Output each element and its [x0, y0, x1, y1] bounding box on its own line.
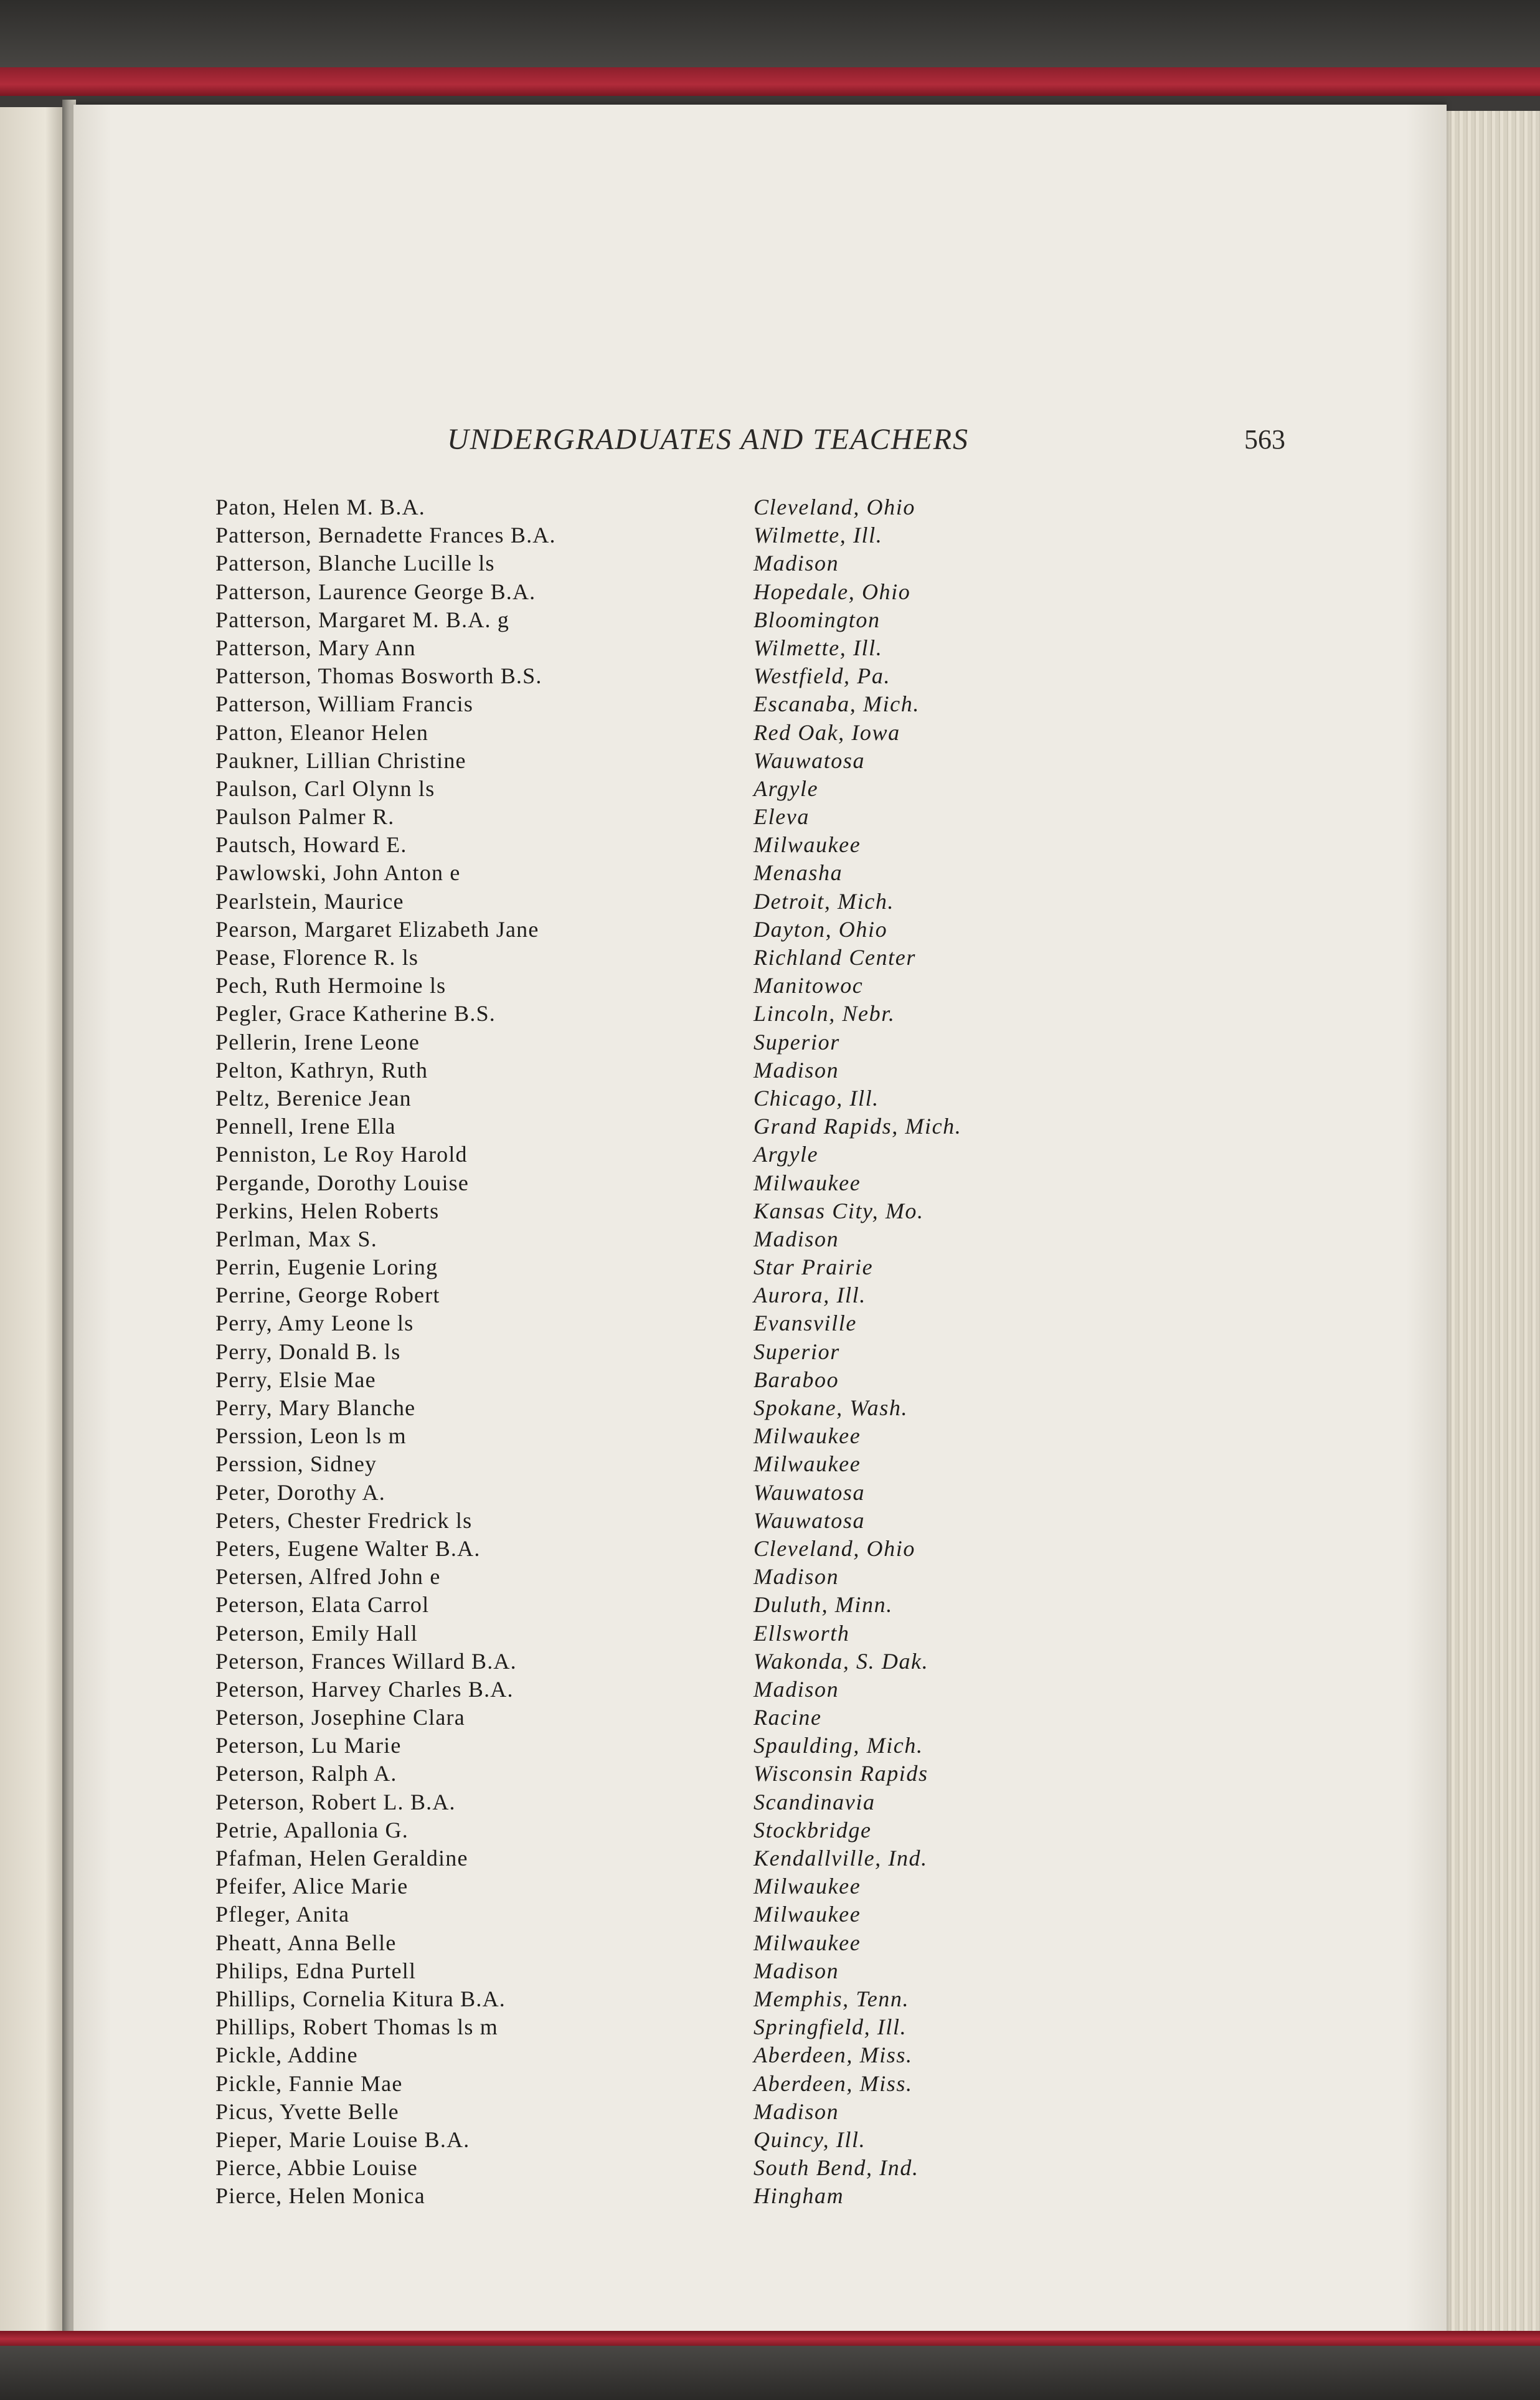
- student-name: Pergande, Dorothy Louise: [215, 1170, 470, 1195]
- hometown: Cleveland, Ohio: [753, 1535, 915, 1561]
- hometown: Duluth, Minn.: [753, 1592, 893, 1618]
- student-name: Peterson, Harvey Charles B.A.: [215, 1676, 514, 1702]
- student-name: Pierce, Abbie Louise: [215, 2155, 418, 2181]
- directory-list: [202, 493, 1186, 2210]
- student-name: Perry, Amy Leone ls: [215, 1311, 414, 1336]
- list-item: [202, 1535, 1186, 1563]
- hometown: Stockbridge: [753, 1817, 872, 1843]
- student-name: Pheatt, Anna Belle: [215, 1930, 397, 1955]
- hometown: Aberdeen, Miss.: [753, 2042, 913, 2068]
- student-name: Paulson, Carl Olynn ls: [215, 775, 435, 801]
- hometown: Star Prairie: [753, 1255, 874, 1280]
- student-name: Patterson, Bernadette Frances B.A.: [215, 523, 556, 548]
- student-name: Philips, Edna Purtell: [215, 1958, 417, 1983]
- list-item: [202, 1788, 1186, 1816]
- student-name: Phillips, Robert Thomas ls m: [215, 2014, 498, 2040]
- list-item: [202, 1985, 1186, 2013]
- hometown: Wilmette, Ill.: [753, 523, 883, 548]
- hometown: Wisconsin Rapids: [753, 1761, 928, 1786]
- student-name: Patterson, Laurence George B.A.: [215, 579, 536, 604]
- student-name: Patterson, William Francis: [215, 691, 474, 717]
- hometown: Madison: [753, 1226, 839, 1251]
- student-name: Pieper, Marie Louise B.A.: [215, 2127, 470, 2152]
- list-item: [202, 719, 1186, 747]
- book-page: [73, 105, 1447, 2341]
- student-name: Peter, Dorothy A.: [215, 1479, 385, 1505]
- list-item: [202, 1900, 1186, 1928]
- list-item: [202, 972, 1186, 1000]
- hometown: Baraboo: [753, 1367, 839, 1392]
- list-item: [202, 2182, 1186, 2210]
- student-name: Patterson, Blanche Lucille ls: [215, 551, 495, 576]
- list-item: [202, 1760, 1186, 1788]
- student-name: Paton, Helen M. B.A.: [215, 495, 425, 519]
- student-name: Peterson, Lu Marie: [215, 1733, 402, 1758]
- hometown: Scandinavia: [753, 1789, 876, 1814]
- list-item: [202, 1704, 1186, 1732]
- hometown: South Bend, Ind.: [753, 2155, 919, 2181]
- student-name: Picus, Yvette Belle: [215, 2099, 399, 2124]
- hometown: Hopedale, Ohio: [753, 579, 911, 604]
- list-item: [202, 1028, 1186, 1056]
- hometown: Memphis, Tenn.: [753, 1986, 910, 2011]
- student-name: Perssion, Sidney: [215, 1451, 377, 1477]
- list-item: [202, 2013, 1186, 2041]
- list-item: [202, 1450, 1186, 1478]
- hometown: Argyle: [753, 775, 819, 801]
- student-name: Pierce, Helen Monica: [215, 2183, 425, 2209]
- student-name: Patterson, Margaret M. B.A. g: [215, 607, 510, 632]
- student-name: Patterson, Mary Ann: [215, 635, 416, 660]
- student-name: Pegler, Grace Katherine B.S.: [215, 1001, 496, 1027]
- student-name: Perry, Donald B. ls: [215, 1339, 401, 1364]
- hometown: Aberdeen, Miss.: [753, 2070, 913, 2096]
- list-item: [202, 2070, 1186, 2098]
- student-name: Pech, Ruth Hermoine ls: [215, 973, 446, 998]
- student-name: Pickle, Addine: [215, 2042, 358, 2068]
- list-item: [202, 1620, 1186, 1648]
- student-name: Perrine, George Robert: [215, 1283, 440, 1308]
- background-bottom: [0, 2346, 1540, 2400]
- hometown: Quincy, Ill.: [753, 2127, 866, 2152]
- hometown: Milwaukee: [753, 1874, 861, 1899]
- list-item: [202, 2126, 1186, 2154]
- hometown: Argyle: [753, 1142, 819, 1167]
- hometown: Milwaukee: [753, 1451, 861, 1477]
- hometown: Milwaukee: [753, 1423, 861, 1449]
- student-name: Pease, Florence R. ls: [215, 945, 419, 970]
- student-name: Perlman, Max S.: [215, 1226, 377, 1251]
- list-item: [202, 690, 1186, 718]
- student-name: Peterson, Frances Willard B.A.: [215, 1648, 517, 1674]
- hometown: Red Oak, Iowa: [753, 719, 900, 745]
- hometown: Kansas City, Mo.: [753, 1198, 924, 1223]
- student-name: Patterson, Thomas Bosworth B.S.: [215, 663, 542, 689]
- list-item: [202, 1000, 1186, 1028]
- list-item: [202, 521, 1186, 549]
- student-name: Perry, Elsie Mae: [215, 1367, 376, 1392]
- list-item: [202, 1648, 1186, 1676]
- hometown: Bloomington: [753, 607, 881, 632]
- list-item: [202, 1056, 1186, 1084]
- hometown: Kendallville, Ind.: [753, 1846, 928, 1871]
- list-item: [202, 1169, 1186, 1197]
- hometown: Racine: [753, 1705, 822, 1730]
- hometown: Wakonda, S. Dak.: [753, 1648, 929, 1674]
- list-item: [202, 1422, 1186, 1450]
- hometown: Chicago, Ill.: [753, 1085, 879, 1111]
- student-name: Peterson, Robert L. B.A.: [215, 1789, 456, 1814]
- list-item: [202, 747, 1186, 775]
- student-name: Perry, Mary Blanche: [215, 1395, 416, 1420]
- hometown: Madison: [753, 2099, 839, 2124]
- hometown: Detroit, Mich.: [753, 888, 895, 914]
- page-stack-edges: [1445, 111, 1540, 2340]
- hometown: Dayton, Ohio: [753, 916, 888, 942]
- student-name: Pellerin, Irene Leone: [215, 1029, 420, 1055]
- student-name: Patton, Eleanor Helen: [215, 719, 429, 745]
- list-item: [202, 1141, 1186, 1169]
- student-name: Pfafman, Helen Geraldine: [215, 1846, 468, 1871]
- hometown: Wilmette, Ill.: [753, 635, 883, 660]
- student-name: Phillips, Cornelia Kitura B.A.: [215, 1986, 506, 2011]
- student-name: Peterson, Josephine Clara: [215, 1705, 465, 1730]
- hometown: Milwaukee: [753, 832, 861, 858]
- hometown: Springfield, Ill.: [753, 2014, 907, 2040]
- list-item: [202, 1225, 1186, 1253]
- hometown: Menasha: [753, 860, 843, 886]
- list-item: [202, 831, 1186, 859]
- hometown: Escanaba, Mich.: [753, 691, 920, 717]
- student-name: Petersen, Alfred John e: [215, 1564, 441, 1590]
- book-cover-bottom-edge: [0, 2331, 1540, 2347]
- hometown: Wauwatosa: [753, 1507, 866, 1533]
- hometown: Madison: [753, 1564, 839, 1590]
- hometown: Aurora, Ill.: [753, 1283, 866, 1308]
- list-item: [202, 606, 1186, 634]
- list-item: [202, 1338, 1186, 1366]
- list-item: [202, 775, 1186, 803]
- hometown: Madison: [753, 1676, 839, 1702]
- list-item: [202, 1084, 1186, 1112]
- list-item: [202, 1676, 1186, 1704]
- student-name: Peterson, Ralph A.: [215, 1761, 397, 1786]
- hometown: Cleveland, Ohio: [753, 495, 915, 519]
- hometown: Superior: [753, 1339, 840, 1364]
- list-item: [202, 1281, 1186, 1309]
- hometown: Westfield, Pa.: [753, 663, 891, 689]
- student-name: Peterson, Emily Hall: [215, 1620, 418, 1646]
- student-name: Pennell, Irene Ella: [215, 1114, 396, 1139]
- book-cover-top-edge: [0, 67, 1540, 96]
- hometown: Milwaukee: [753, 1902, 861, 1927]
- hometown: Ellsworth: [753, 1620, 850, 1646]
- student-name: Peters, Eugene Walter B.A.: [215, 1535, 481, 1561]
- hometown: Madison: [753, 1958, 839, 1983]
- list-item: [202, 1816, 1186, 1844]
- hometown: Milwaukee: [753, 1170, 861, 1195]
- facing-page-edge: [0, 107, 65, 2342]
- student-name: Pawlowski, John Anton e: [215, 860, 461, 886]
- hometown: Eleva: [753, 804, 810, 830]
- student-name: Petrie, Apallonia G.: [215, 1817, 409, 1843]
- hometown: Wauwatosa: [753, 1479, 866, 1505]
- page-number: 563: [1244, 424, 1285, 455]
- hometown: Madison: [753, 1057, 839, 1083]
- list-item: [202, 1394, 1186, 1422]
- list-item: [202, 493, 1186, 521]
- hometown: Milwaukee: [753, 1930, 861, 1955]
- list-item: [202, 1253, 1186, 1281]
- list-item: [202, 859, 1186, 887]
- hometown: Lincoln, Nebr.: [753, 1001, 895, 1027]
- list-item: [202, 2098, 1186, 2126]
- list-item: [202, 1957, 1186, 1985]
- hometown: Manitowoc: [753, 973, 864, 998]
- student-name: Perkins, Helen Roberts: [215, 1198, 440, 1223]
- list-item: [202, 549, 1186, 577]
- list-item: [202, 1197, 1186, 1225]
- student-name: Perrin, Eugenie Loring: [215, 1255, 438, 1280]
- hometown: Evansville: [753, 1311, 857, 1336]
- student-name: Pautsch, Howard E.: [215, 832, 407, 858]
- background-top: [0, 0, 1540, 75]
- hometown: Spokane, Wash.: [753, 1395, 909, 1420]
- student-name: Pelton, Kathryn, Ruth: [215, 1057, 428, 1083]
- list-item: [202, 634, 1186, 662]
- list-item: [202, 578, 1186, 606]
- student-name: Perssion, Leon ls m: [215, 1423, 407, 1449]
- list-item: [202, 944, 1186, 972]
- list-item: [202, 2041, 1186, 2069]
- hometown: Richland Center: [753, 945, 916, 970]
- student-name: Pfleger, Anita: [215, 1902, 350, 1927]
- student-name: Pfeifer, Alice Marie: [215, 1874, 409, 1899]
- list-item: [202, 1507, 1186, 1535]
- student-name: Penniston, Le Roy Harold: [215, 1142, 468, 1167]
- student-name: Pickle, Fannie Mae: [215, 2070, 403, 2096]
- list-item: [202, 2154, 1186, 2182]
- hometown: Madison: [753, 551, 839, 576]
- list-item: [202, 1732, 1186, 1760]
- student-name: Peltz, Berenice Jean: [215, 1085, 412, 1111]
- list-item: [202, 1366, 1186, 1394]
- hometown: Superior: [753, 1029, 840, 1055]
- student-name: Pearson, Margaret Elizabeth Jane: [215, 916, 539, 942]
- list-item: [202, 1309, 1186, 1337]
- hometown: Hingham: [753, 2183, 844, 2209]
- hometown: Wauwatosa: [753, 747, 866, 773]
- hometown: Spaulding, Mich.: [753, 1733, 924, 1758]
- list-item: [202, 1591, 1186, 1619]
- list-item: [202, 1112, 1186, 1141]
- student-name: Peters, Chester Fredrick ls: [215, 1507, 473, 1533]
- student-name: Paulson Palmer R.: [215, 804, 395, 830]
- list-item: [202, 1563, 1186, 1591]
- student-name: Paukner, Lillian Christine: [215, 747, 466, 773]
- list-item: [202, 1844, 1186, 1872]
- student-name: Pearlstein, Maurice: [215, 888, 404, 914]
- list-item: [202, 662, 1186, 690]
- hometown: Grand Rapids, Mich.: [753, 1114, 962, 1139]
- list-item: [202, 803, 1186, 831]
- list-item: [202, 1872, 1186, 1900]
- list-item: [202, 888, 1186, 916]
- running-head: UNDERGRADUATES AND TEACHERS: [447, 423, 969, 456]
- list-item: [202, 1929, 1186, 1957]
- student-name: Peterson, Elata Carrol: [215, 1592, 430, 1618]
- list-item: [202, 1479, 1186, 1507]
- list-item: [202, 916, 1186, 944]
